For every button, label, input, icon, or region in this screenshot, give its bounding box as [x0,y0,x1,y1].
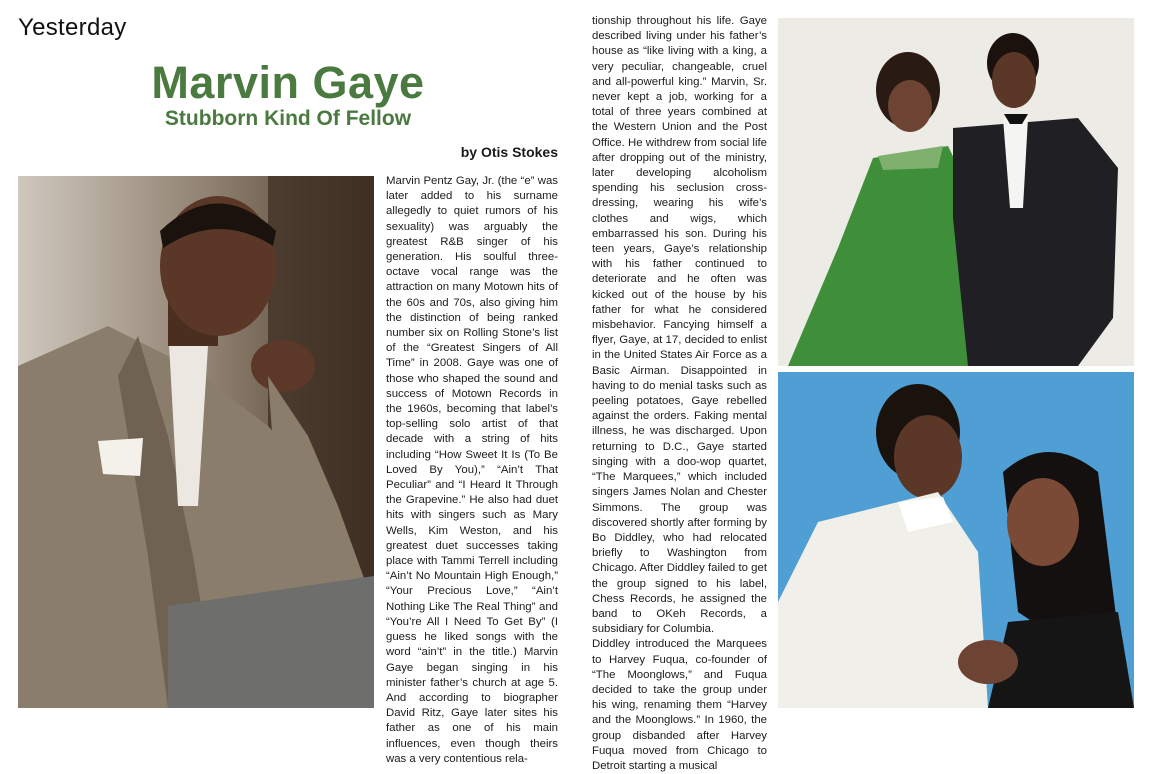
article-column-1 [386,174,558,765]
portrait-photo [18,176,374,708]
byline: by Otis Stokes [460,144,558,160]
article-subtitle: Stubborn Kind Of Fellow [164,107,412,130]
couple-photo-green-dress [778,18,1134,366]
article-title: Marvin Gaye [151,57,425,108]
column-2-text-a: tionship throughout his life. Gaye described living under his father’s house as “like living with a king, a very peculiar, changeable, cruel and all-powerful king.” Marvin, Sr. never kept a job, working for a total of three years combined at the Western Union and the Post Office. He withdrew from social life after dropping out of the ministry, later developing alcoholism spending his seclusion cross-dressing, wearing his wife’s clothes and wigs, which embarrassed his son. During his teen years, Gaye’s relationship with his father continued to deteriorate and he often was kicked out of the house by his father for what he considered misbehavior. Fancying himself a flyer, Gaye, at 17, decided to enlist in the United States Air Force as a Basic Airman. Disappointed in having to do menial tasks such as peeling potatoes, Gaye rebelled against the orders. Faking mental illness, he was discharged. Upon returning to D.C., Gaye started singing with a doo-wop quartet, “The Marquees,” which included singers James Nolan and Chester Simmons. The group was discovered shortly after forming by Bo Diddley, who had relocated briefly to Washington from Chicago. After Diddley failed to get the group signed to his label, Chess Records, he assigned the band to OKeh Records, a subsidiary for Columbia. [592,15,767,636]
couple-photo-blue-backdrop [778,372,1134,708]
article-column-2 [592,14,767,772]
column-1-text: Marvin Pentz Gay, Jr. (the “e” was later added to his surname allegedly to quiet rumors of his sexuality) was arguably the greatest R&B singer of his generation. His soulful three-octave vocal range was the attraction on many Motown hits of the 60s and 70s, also giving him the distinction of being ranked number six on Rolling Stone’s list of the “Greatest Singers of All Time” in 2008. Gaye was one of those who shaped the sound and success of Motown Records in the 1960s, becoming that label’s top-selling solo artist of that decade with a string of hits including “How Sweet It Is (To Be Loved By You),” “Ain’t That Peculiar” and “I Heard It Through the Grapevine.” He also had duet hits with singers such as Mary Wells, Kim Weston, and his greatest duet successes taking place with Tammi Terrell including “Ain’t No Mountain High Enough,” “Your Precious Love,” “Ain’t Nothing Like The Real Thing” and “You’re All I Need To Get By” (I guess he liked songs with the word “ain’t” in the title.) Marvin Gaye began singing in his minister father’s church at age 5. And according to biographer David Ritz, Gaye later sites his father as one of his main influences, even though theirs was a very contentious rela- [386,175,558,765]
section-label: Yesterday [18,14,127,41]
column-2-text-b: Diddley introduced the Marquees to Harvey Fuqua, co-founder of “The Moonglows,” and Fuqua decided to take the group under his wing, renaming them “Harvey and the Moonglows.” In 1960, the group disbanded after Harvey Fuqua moved from Chicago to Detroit starting a musical [592,638,767,772]
